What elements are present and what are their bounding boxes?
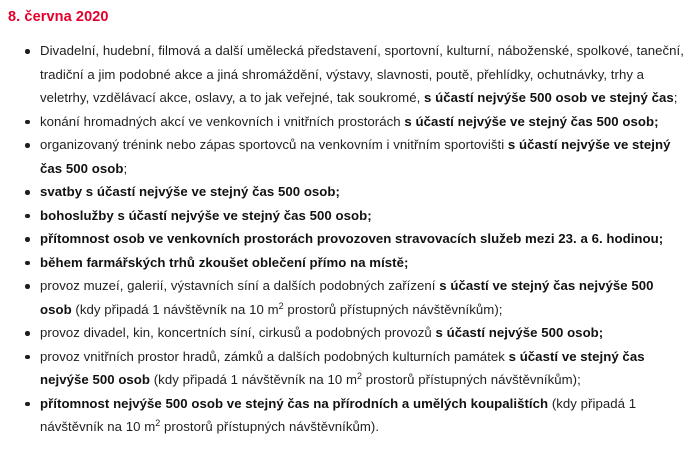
rule-item-3 [0, 133, 690, 180]
rule-text: (kdy připadá 1 návštěvník na 10 m [40, 395, 637, 434]
date-heading: 8. června 2020 [8, 9, 109, 25]
rule-text: Divadelní, hudební, filmová a další umělecká představení, sportovní, kulturní, náboženské, spolkové, taneční, tradiční a jim podobné akce a jiná shromáždění, výstavy, slavnosti, poutě, přehlídky, ochutnávky, trhy a veletrhy, vzdělávací akce, oslavy, a to jak veřejné, tak soukromé, [40, 43, 684, 105]
rule-text: organizovaný trénink nebo zápas sportovců na venkovním i vnitřním sportovišti [40, 137, 508, 152]
rule-item-4 [0, 180, 690, 204]
rule-text: (kdy připadá 1 návštěvník na 10 m [150, 372, 357, 387]
rule-text: konání hromadných akcí ve venkovních i vnitřních prostorách [40, 113, 405, 129]
rule-emphasis: s účastí nejvýše ve stejný čas 500 osob [40, 137, 671, 176]
rule-emphasis: během farmářských trhů zkoušet oblečení přímo na místě; [40, 254, 409, 270]
rule-text: prostorů přístupných návštěvníkům); [283, 301, 503, 317]
rule-emphasis: přítomnost osob ve venkovních prostorách provozoven stravovacích služeb mezi 23. a 6. hodinou; [40, 231, 664, 246]
rule-text: provoz divadel, kin, koncertních síní, cirkusů a podobných provozů [40, 325, 436, 340]
rule-item-10 [0, 345, 690, 392]
rule-text: prostorů přístupných návštěvníkům); [362, 372, 581, 387]
rule-text: (kdy připadá 1 návštěvník na 10 m [71, 301, 279, 317]
rule-text: ; [123, 160, 128, 176]
rule-emphasis: s účastí nejvýše 500 osob; [435, 325, 604, 340]
rule-text: provoz muzeí, galerií, výstavních síní a dalších podobných zařízení [40, 278, 440, 293]
rule-emphasis: s účastí ve stejný čas nejvýše 500 osob [40, 348, 645, 387]
rule-emphasis: s účastí nejvýše ve stejný čas 500 osob; [404, 113, 659, 129]
rule-emphasis: s účastí nejvýše 500 osob ve stejný čas [424, 90, 674, 105]
rule-item-11 [0, 392, 690, 439]
superscript: 2 [278, 300, 284, 311]
rule-item-7 [0, 251, 690, 275]
rule-item-6 [0, 227, 690, 251]
rule-emphasis: s účastí ve stejný čas nejvýše 500 osob [40, 278, 654, 317]
rule-emphasis: bohoslužby s účastí nejvýše ve stejný čas 500 osob; [40, 207, 372, 223]
rule-item-2 [0, 110, 690, 134]
rule-emphasis: svatby s účastí nejvýše ve stejný čas 500 osob; [40, 184, 340, 199]
rule-item-9 [0, 321, 690, 345]
rules-list [0, 39, 690, 439]
rule-text: ; [673, 90, 678, 105]
superscript: 2 [356, 371, 363, 381]
rule-item-1 [0, 39, 690, 110]
superscript: 2 [155, 418, 161, 428]
rule-text: provoz vnitřních prostor hradů, zámků a dalších podobných kulturních památek [40, 348, 509, 364]
rule-item-5 [0, 204, 690, 228]
rule-emphasis: přítomnost nejvýše 500 osob ve stejný čas na přírodních a umělých koupalištích [40, 395, 549, 411]
rule-item-8 [0, 274, 690, 321]
rule-text: prostorů přístupných návštěvníkům). [160, 419, 380, 434]
